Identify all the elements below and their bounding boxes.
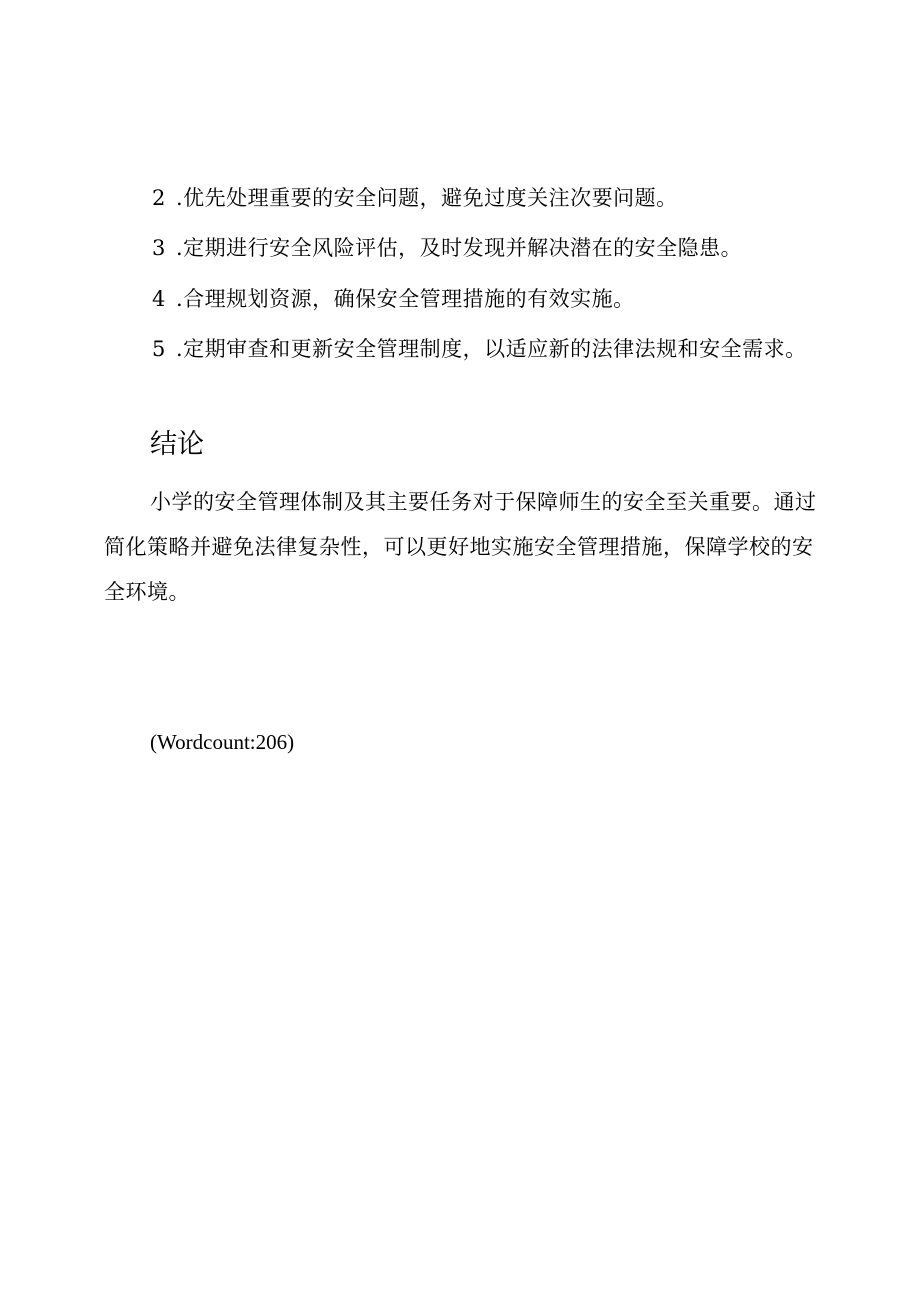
- word-count: (Wordcount:206): [150, 730, 295, 754]
- conclusion-paragraph: 小学的安全管理体制及其主要任务对于保障师生的安全至关重要。通过简化策略并避免法律复杂性，可以更好地实施安全管理措施，保障学校的安全环境。: [104, 490, 817, 604]
- conclusion-heading: 结论: [150, 429, 204, 460]
- list-item-text: .定期审查和更新安全管理制度，以适应新的法律法规和安全需求。: [176, 337, 807, 361]
- list-item-number: 5: [152, 337, 166, 361]
- list-item: [152, 286, 635, 312]
- list-item: [152, 336, 807, 362]
- list-item-text: .定期进行安全风险评估，及时发现并解决潜在的安全隐患。: [176, 236, 743, 260]
- list-item-text: .合理规划资源，确保安全管理措施的有效实施。: [176, 287, 635, 311]
- list-item-number: 4: [152, 287, 166, 311]
- list-item-number: 2: [152, 186, 166, 210]
- list-item-number: 3: [152, 236, 166, 260]
- list-item: [152, 235, 742, 261]
- list-item: [152, 185, 678, 211]
- list-item-text: .优先处理重要的安全问题，避免过度关注次要问题。: [176, 186, 678, 210]
